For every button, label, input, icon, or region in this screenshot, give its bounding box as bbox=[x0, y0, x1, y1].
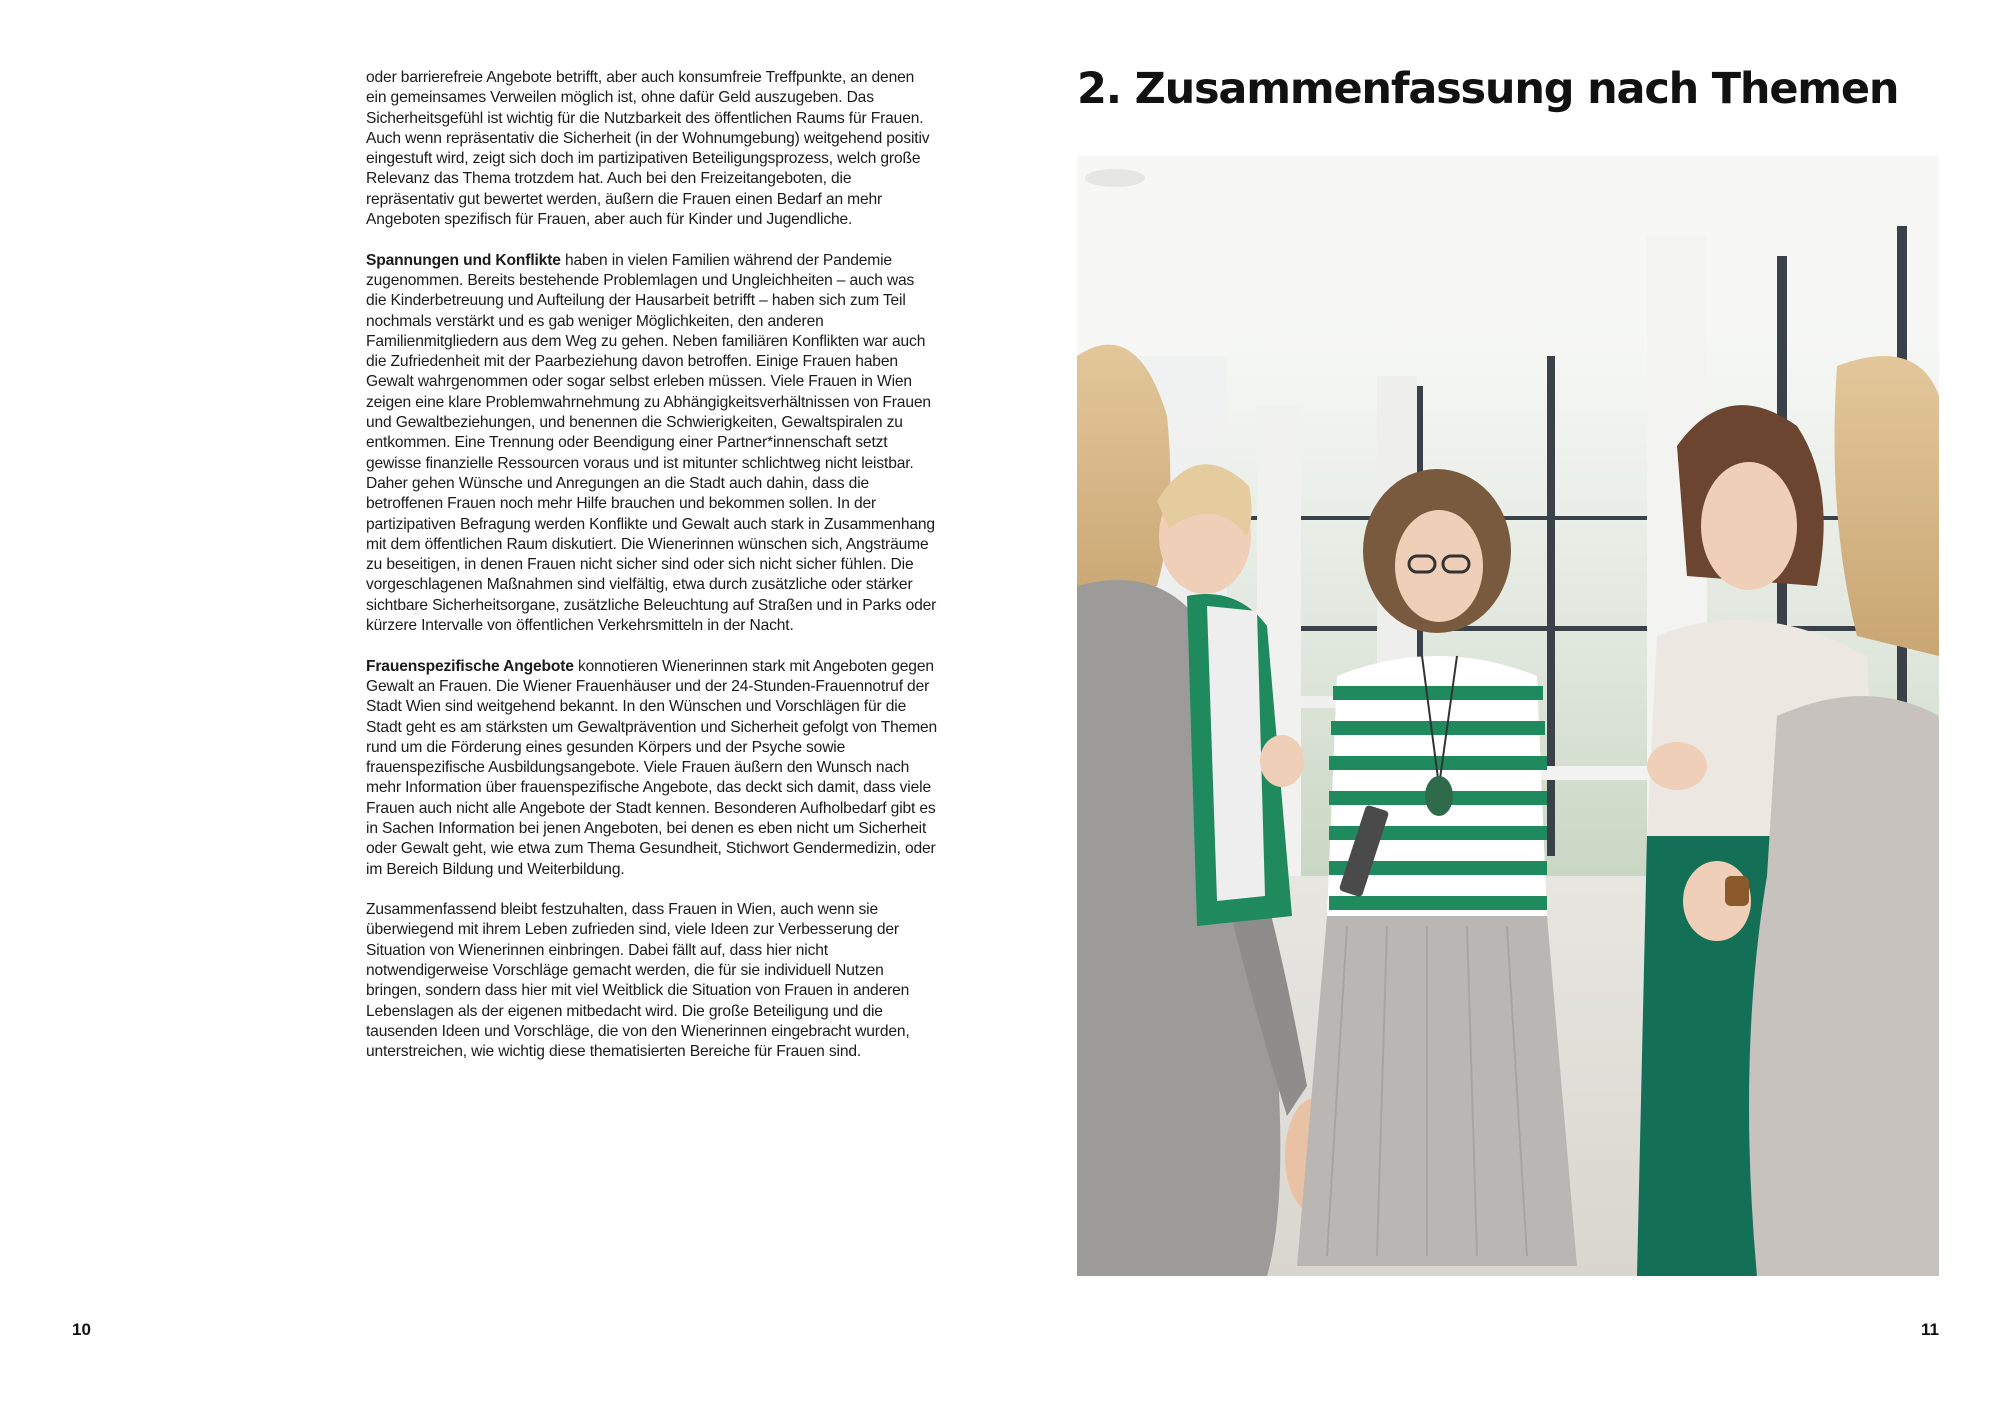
paragraph-2 bbox=[366, 251, 938, 637]
paragraph-3-lead: Frauenspezifische Angebote bbox=[366, 657, 574, 675]
paragraph-2-text: haben in vielen Familien während der Pandemie zugenommen. Bereits bestehende Problemlagen und Ungleichheiten – auch was die Kinderbetreuung und Aufteilung der Hausarbeit betrifft – haben sich zum Teil nochmals verstärkt und es gab weniger Möglichkeiten, den anderen Familienmitgliedern aus dem Weg zu gehen. Neben familiären Konflikten war auch die Zufriedenheit mit der Paarbeziehung davon betroffen. Einige Frauen haben Gewalt wahrgenommen oder sogar selbst erleben müssen. Viele Frauen in Wien zeigen eine klare Problemwahrnehmung zu Abhängigkeitsverhältnissen von Frauen und Gewaltbeziehungen, und benennen die Schwierigkeiten, Gewaltspiralen zu entkommen. Eine Trennung oder Beendigung einer Partner*innenschaft setzt gewisse finanzielle Ressourcen voraus und ist mitunter schlichtweg nicht leistbar. Daher gehen Wünsche und Anregungen an die Stadt auch dahin, dass die betroffenen Frauen noch mehr Hilfe brauchen und bekommen sollen. In der partizipativen Befragung werden Konflikte und Gewalt auch stark in Zusammenhang mit dem öffentlichen Raum diskutiert. Die Wienerinnen wünschen sich, Angsträume zu beseitigen, in denen Frauen nicht sicher sind oder sich nicht sicher fühlen. Die vorgeschlagenen Maßnahmen sind vielfältig, etwa durch zusätzliche oder stärker sichtbare Sicherheitsorgane, zusätzliche Beleuchtung auf Straßen und in Parks oder kürzere Intervalle von öffentlichen Verkehrsmitteln in der Nacht. bbox=[366, 251, 937, 635]
paragraph-3 bbox=[366, 657, 938, 880]
paragraph-3-text: konnotieren Wienerinnen stark mit Angeboten gegen Gewalt an Frauen. Die Wiener Frauenhäuser und der 24-Stunden-Frauennotruf der Stadt Wien sind weitgehend bekannt. In den Wünschen und Vorschlägen für die Stadt geht es am stärksten um Gewaltprävention und Sicherheit gefolgt von Themen rund um die Förderung eines gesunden Körpers und der Psyche sowie frauenspezifische Ausbildungsangebote. Viele Frauen äußern den Wunsch nach mehr Information über frauenspezifische Angebote, das deckt sich damit, dass viele Frauen auch nicht alle Angebote der Stadt kennen. Besonderen Aufholbedarf gibt es in Sachen Information bei jenen Angeboten, bei denen es eben nicht um Sicherheit oder Gewalt geht, wie etwa zum Thema Gesundheit, Stichwort Gendermedizin, oder im Bereich Bildung und Weiterbildung. bbox=[366, 657, 938, 878]
paragraph-1-text: oder barrierefreie Angebote betrifft, aber auch konsumfreie Treffpunkte, an denen ein gemeinsames Verweilen möglich ist, ohne dafür Geld auszugeben. Das Sicherheitsgefühl ist wichtig für die Nutzbarkeit des öffentlichen Raums für Frauen. Auch wenn repräsentativ die Sicherheit (in der Wohnumgebung) weitgehend positiv eingestuft wird, zeigt sich doch im partizipativen Beteiligungsprozess, welch große Relevanz das Thema trotzdem hat. Auch bei den Freizeitangeboten, die repräsentativ gut bewertet werden, äußern die Frauen einen Bedarf an mehr Angeboten spezifisch für Frauen, aber auch für Kinder und Jugendliche. bbox=[366, 69, 930, 229]
group-of-women-photo bbox=[1077, 156, 1939, 1276]
paragraph-1 bbox=[366, 68, 938, 230]
section-heading: 2. Zusammenfassung nach Themen bbox=[1077, 64, 1899, 114]
photo-illustration-icon bbox=[1077, 156, 1939, 1276]
left-page-text-column bbox=[366, 68, 938, 1083]
page-number-left: 10 bbox=[72, 1320, 91, 1339]
paragraph-4 bbox=[366, 900, 938, 1062]
page-number-right: 11 bbox=[1921, 1320, 1939, 1339]
paragraph-4-text: Zusammenfassend bleibt festzuhalten, dass Frauen in Wien, auch wenn sie überwiegend mit ihrem Leben zufrieden sind, viele Ideen zur Verbesserung der Situation von Wienerinnen einbringen. Dabei fällt auf, dass hier nicht notwendigerweise Vorschläge gemacht werden, die für sie individuell Nutzen bringen, sondern dass hier mit viel Weitblick die Situation von Frauen in anderen Lebenslagen als der eigenen mitbedacht wird. Die große Beteiligung und die tausenden Ideen und Vorschläge, die von den Wienerinnen eingebracht wurden, unterstreichen, wie wichtig diese thematisierten Bereiche für Frauen sind. bbox=[366, 901, 910, 1061]
paragraph-2-lead: Spannungen und Konflikte bbox=[366, 251, 561, 269]
